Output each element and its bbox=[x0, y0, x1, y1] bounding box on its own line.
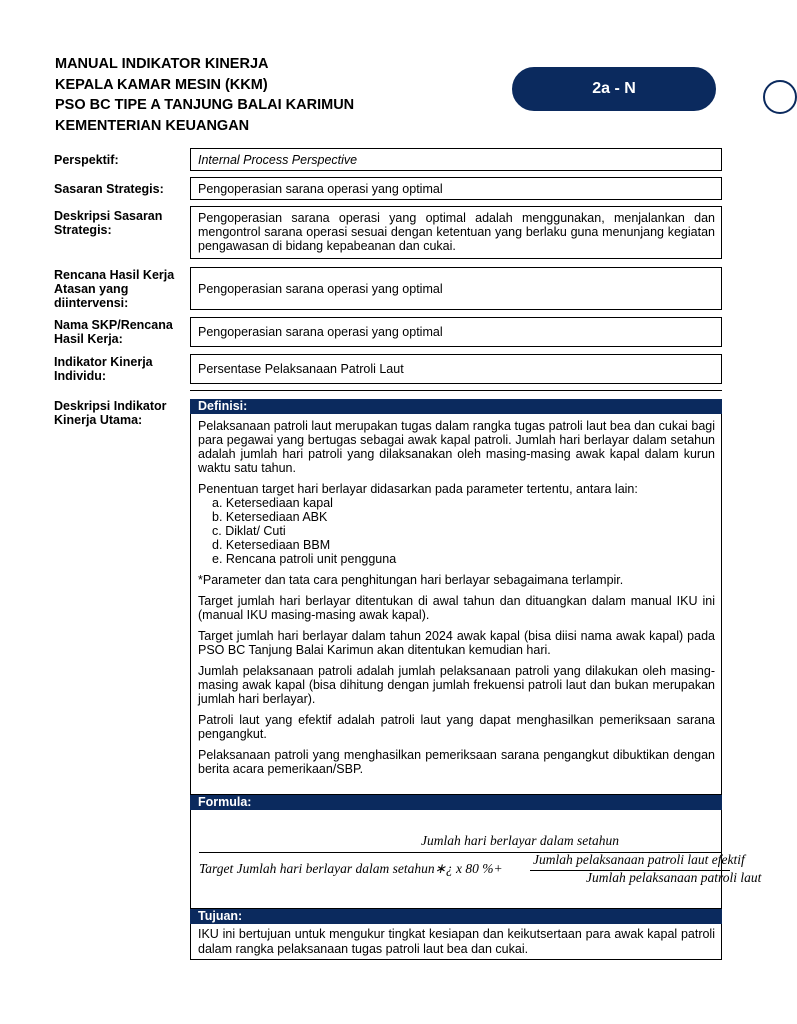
definisi-paragraph-6: Jumlah pelaksanaan patroli adalah jumlah pelaksanaan patroli yang dilakukan oleh masing-masing awak kapal (bisa dihitung dengan jumlah frekuensi patroli laut dan bukan merupakan jumlah hari berlayar). bbox=[198, 664, 715, 706]
nama-skp-label: Nama SKP/Rencana Hasil Kerja: bbox=[54, 318, 173, 346]
list-item: a. Ketersediaan kapal bbox=[212, 496, 333, 510]
deskripsi-sasaran-value: Pengoperasian sarana operasi yang optimal adalah menggunakan, menjalankan dan mengontrol sarana operasi sesuai dengan ketentuan yang berlaku guna menunjang kegiatan pengawasan di bidang kepabeanan dan cukai. bbox=[198, 211, 715, 253]
definisi-paragraph-7: Patroli laut yang efektif adalah patroli laut yang dapat menghasilkan pemeriksaan sarana pengangkut. bbox=[198, 713, 715, 741]
indikator-label: Indikator Kinerja Individu: bbox=[54, 355, 153, 383]
rencana-label: Rencana Hasil Kerja Atasan yang diintervensi: bbox=[54, 268, 175, 310]
title-line-1: MANUAL INDIKATOR KINERJA bbox=[55, 56, 269, 72]
parameter-list bbox=[198, 496, 715, 566]
tujuan-text: IKU ini bertujuan untuk mengukur tingkat kesiapan dan keikutsertaan para awak kapal patroli dalam rangka pelaksanaan tugas patroli laut bea dan cukai. bbox=[198, 927, 715, 956]
edge-circle-decoration bbox=[763, 80, 797, 114]
list-item: d. Ketersediaan BBM bbox=[212, 538, 331, 552]
list-item: c. Diklat/ Cuti bbox=[212, 524, 286, 538]
perspektif-label: Perspektif: bbox=[54, 153, 119, 167]
definisi-heading: Definisi: bbox=[190, 399, 722, 414]
title-line-2: KEPALA KAMAR MESIN (KKM) bbox=[55, 76, 268, 93]
tujuan-panel bbox=[190, 924, 722, 960]
separator-line bbox=[190, 390, 722, 391]
title-line-4: KEMENTERIAN KEUANGAN bbox=[55, 117, 250, 134]
definisi-paragraph-2: Penentuan target hari berlayar didasarkan pada parameter tertentu, antara lain: bbox=[198, 482, 638, 496]
formula-main-term: Target Jumlah hari berlayar dalam setahun∗¿ x 80 %+ bbox=[199, 861, 503, 876]
tujuan-heading: Tujuan: bbox=[190, 909, 722, 924]
document-title bbox=[55, 54, 354, 136]
perspektif-field bbox=[190, 148, 722, 171]
rencana-value: Pengoperasian sarana operasi yang optimal bbox=[198, 281, 443, 296]
nama-skp-value: Pengoperasian sarana operasi yang optimal bbox=[198, 325, 443, 339]
nama-skp-field bbox=[190, 317, 722, 347]
list-item: e. Rencana patroli unit pengguna bbox=[212, 552, 397, 566]
deskripsi-sasaran-label: Deskripsi Sasaran Strategis: bbox=[54, 209, 163, 237]
rencana-field bbox=[190, 267, 722, 310]
definisi-paragraph-1: Pelaksanaan patroli laut merupakan tugas dalam rangka tugas patroli laut bea dan cukai bagi para pegawai yang bertugas sebagai awak kapal patroli. Jumlah hari berlayar dalam setahun adalah jumlah hari patroli yang dilaksanakan oleh masing-masing awak kapal dalam kurun waktu satu tahun. bbox=[198, 419, 715, 475]
sasaran-field bbox=[190, 177, 722, 200]
perspektif-value: Internal Process Perspective bbox=[198, 152, 358, 167]
definisi-paragraph-3: *Parameter dan tata cara penghitungan hari berlayar sebagaimana terlampir. bbox=[198, 573, 624, 587]
title-line-3: PSO BC TIPE A TANJUNG BALAI KARIMUN bbox=[55, 97, 355, 113]
list-item: b. Ketersediaan ABK bbox=[212, 510, 328, 524]
indikator-field bbox=[190, 354, 722, 384]
formula-top-term: Jumlah hari berlayar dalam setahun bbox=[421, 833, 619, 848]
deskripsi-sasaran-field bbox=[190, 206, 722, 259]
definisi-paragraph-5: Target jumlah hari berlayar dalam tahun 2024 awak kapal (bisa diisi nama awak kapal) pada PSO BC Tanjung Balai Karimun akan ditentukan kemudian hari. bbox=[198, 629, 715, 657]
formula-denominator: Jumlah pelaksanaan patroli laut bbox=[586, 870, 762, 885]
deskripsi-indikator-label: Deskripsi Indikator Kinerja Utama: bbox=[54, 399, 167, 427]
formula-heading: Formula: bbox=[190, 795, 722, 810]
sasaran-value: Pengoperasian sarana operasi yang optimal bbox=[198, 181, 443, 196]
formula-expression bbox=[191, 810, 762, 908]
sasaran-label: Sasaran Strategis: bbox=[54, 182, 164, 196]
formula-numerator: Jumlah pelaksanaan patroli laut efektif bbox=[533, 852, 745, 867]
indicator-code-badge: 2a - N bbox=[512, 67, 716, 111]
definisi-paragraph-8: Pelaksanaan patroli yang menghasilkan pemeriksaan sarana pengangkut dibuktikan dengan berita acara pemerikaan/SBP. bbox=[198, 748, 715, 776]
definisi-panel bbox=[190, 414, 722, 795]
definisi-paragraph-4: Target jumlah hari berlayar ditentukan di awal tahun dan dituangkan dalam manual IKU ini (manual IKU masing-masing awak kapal). bbox=[198, 594, 715, 622]
indikator-value: Persentase Pelaksanaan Patroli Laut bbox=[198, 362, 404, 376]
